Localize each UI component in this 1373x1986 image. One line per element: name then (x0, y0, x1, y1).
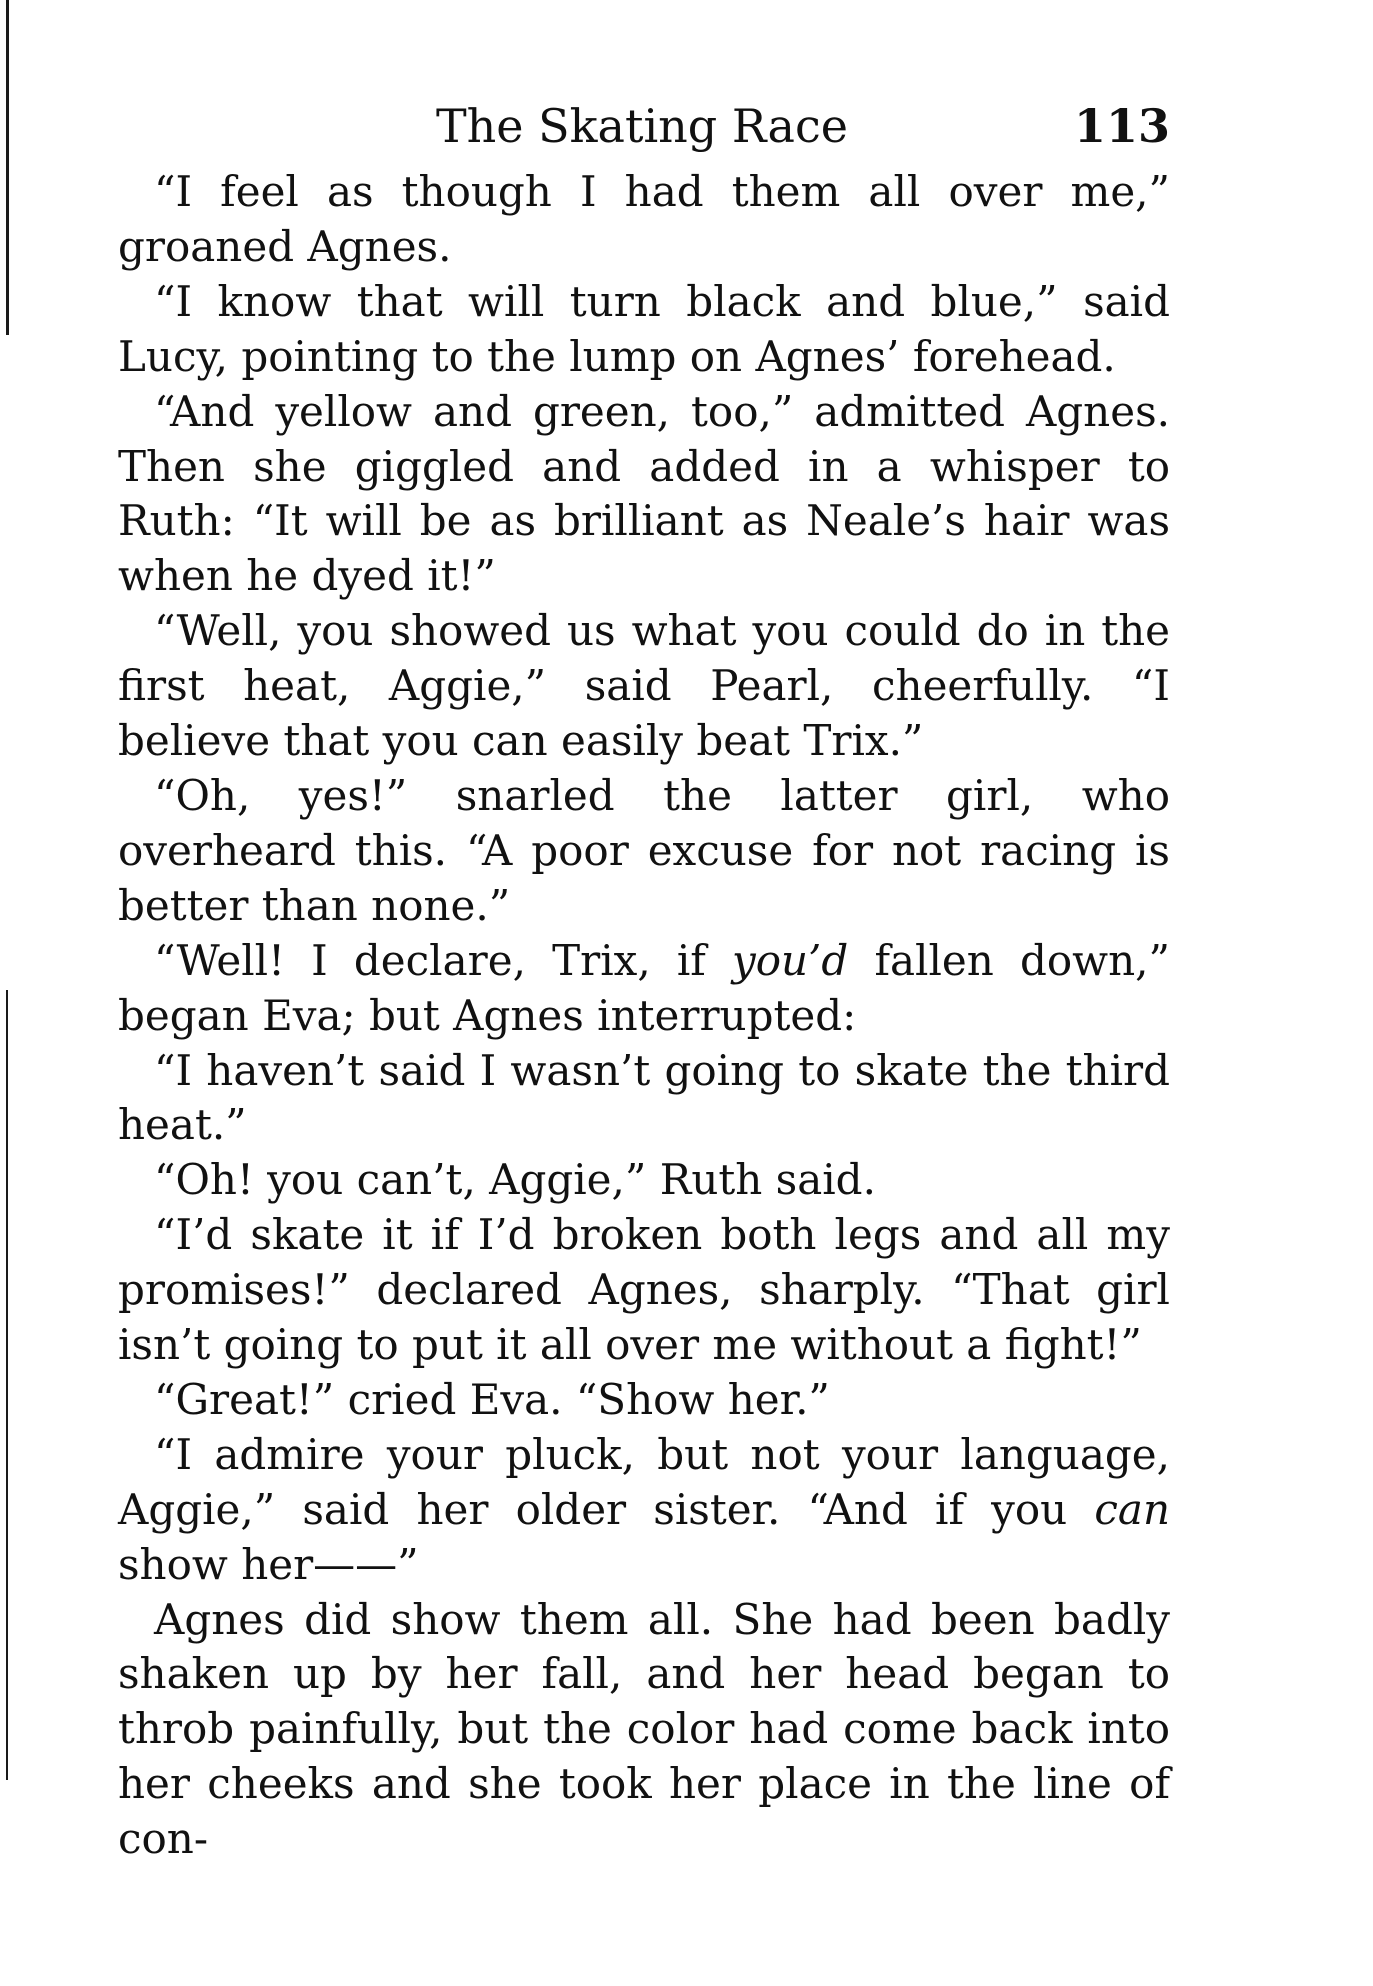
paragraph: “Well, you showed us what you could do in the first heat, Aggie,” said Pearl, cheerfully. “I believe that you can easily beat Trix.” (118, 606, 1170, 766)
paragraph: “I feel as though I had them all over me,” groaned Agnes. (118, 167, 1170, 271)
paragraph-text: fallen down,” began Eva; but Agnes interrupted: (118, 935, 1170, 1040)
paragraph-text: “Well! I declare, Trix, if (154, 935, 732, 985)
emphasized-word: can (1094, 1484, 1170, 1534)
page-number: 113 (1073, 99, 1170, 153)
paragraph (118, 1428, 1170, 1593)
paragraph-text: “I admire your pluck, but not your language, Aggie,” said her older sister. “And if you (118, 1429, 1170, 1534)
paragraph: “Oh, yes!” snarled the latter girl, who overheard this. “A poor excuse for not racing is better than none.” (118, 770, 1170, 930)
page-edge-line (6, 990, 8, 1780)
paragraph: “I’d skate it if I’d broken both legs and all my promises!” declared Agnes, sharply. “That girl isn’t going to put it all over me without a fight!” (118, 1210, 1170, 1370)
paragraph: “I know that will turn black and blue,” said Lucy, pointing to the lump on Agnes’ forehead. (118, 276, 1170, 381)
body-text (118, 165, 1170, 1867)
paragraph: “And yellow and green, too,” admitted Agnes. Then she giggled and added in a whisper to Ruth: “It will be as brilliant as Neale’s hair was when he dyed it!” (118, 386, 1170, 601)
paragraph: “Oh! you can’t, Aggie,” Ruth said. (154, 1155, 876, 1205)
paragraph: “Great!” cried Eva. “Show her.” (154, 1374, 830, 1424)
paragraph (118, 934, 1170, 1044)
page-edge-line (6, 0, 9, 335)
paragraph-text: show her——” (118, 1539, 419, 1589)
running-header (118, 85, 1170, 165)
chapter-title: The Skating Race (436, 99, 848, 153)
paragraph: Agnes did show them all. She had been badly shaken up by her fall, and her head began to throb painfully, but the color had come back into her cheeks and she took her place in the line of con- (118, 1594, 1170, 1864)
paragraph: “I haven’t said I wasn’t going to skate the third heat.” (118, 1045, 1170, 1150)
book-page (118, 85, 1170, 1867)
emphasized-word: you’d (731, 935, 849, 985)
